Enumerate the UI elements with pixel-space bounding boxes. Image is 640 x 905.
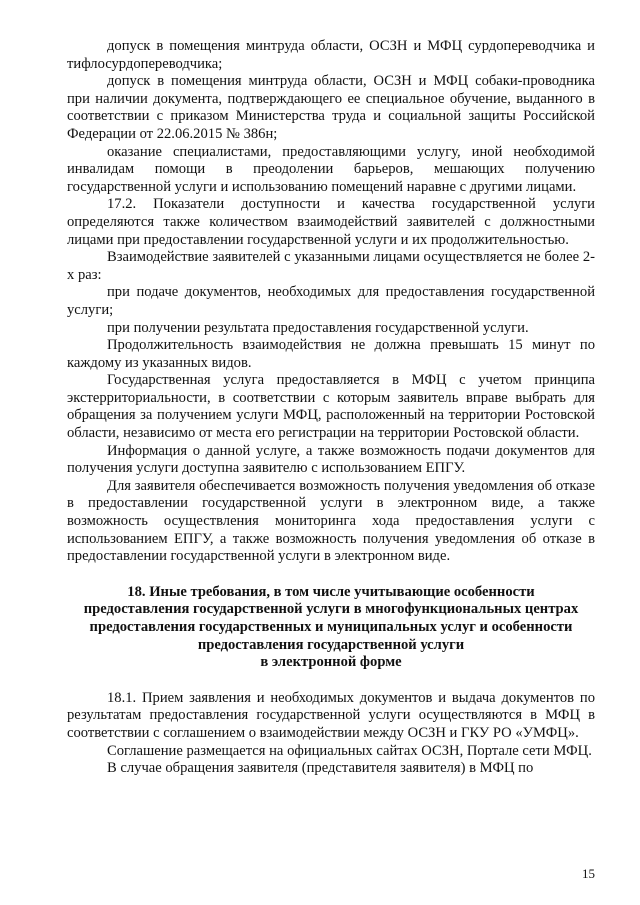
paragraph: В случае обращения заявителя (представителя заявителя) в МФЦ по	[107, 760, 534, 777]
spacer	[67, 672, 595, 690]
paragraph: Соглашение размещается на официальных сайтах ОСЗН, Портале сети МФЦ.	[107, 742, 592, 759]
paragraph: Информация о данной услуге, а также возможность подачи документов для получения услуги доступна заявителю с использованием ЕПГУ.	[67, 442, 595, 477]
paragraph: Продолжительность взаимодействия не должна превышать 15 минут по каждому из указанных видов.	[67, 337, 595, 371]
heading-line: предоставления государственной услуги в многофункциональных центрах	[83, 601, 579, 618]
page-number: 15	[582, 866, 595, 881]
paragraph: допуск в помещения минтруда области, ОСЗН и МФЦ собаки-проводника при наличии документа, подтверждающего ее специальное обучение, выданного в соответствии с приказом Министерства труда и социальной защиты Российской Федерации от 22.06.2015 № 386н;	[67, 73, 595, 142]
paragraph: 18.1. Прием заявления и необходимых документов и выдача документов по результатам предоставления государственной услуги осуществляются в МФЦ в соответствии с соглашением о взаимодействии между ОСЗН и ГКУ РО «УМФЦ».	[67, 689, 595, 741]
document-page	[67, 38, 595, 778]
paragraph: Взаимодействие заявителей с указанными лицами осуществляется не более 2-х раз:	[67, 249, 595, 283]
heading-line: предоставления государственной услуги	[197, 636, 465, 653]
paragraph: оказание специалистами, предоставляющими услугу, иной необходимой инвалидам помощи в преодолении барьеров, мешающих получению государственной услуги и использованию помещений наравне с другими лицами.	[67, 143, 595, 195]
paragraph: Для заявителя обеспечивается возможность получения уведомления об отказе в предоставлении государственной услуги в электронном виде, а также возможность осуществления мониторинга хода предоставления услуги с использованием ЕПГУ, а также возможность получения уведомления об отказе в предоставлении государственной услуги в электронном виде.	[67, 477, 595, 565]
paragraph: Государственная услуга предоставляется в МФЦ с учетом принципа экстерриториальности, в соответствии с которым заявитель вправе выбрать для обращения за получением услуги МФЦ, расположенный на территории Ростовской области, независимо от места его регистрации на территории Ростовской области.	[67, 372, 595, 442]
heading-line: 18. Иные требования, в том числе учитывающие особенности	[127, 583, 535, 600]
paragraph: 17.2. Показатели доступности и качества государственной услуги определяются также количеством взаимодействий заявителей с должностными лицами при предоставлении государственной услуги и их продолжительностью.	[67, 196, 595, 248]
heading-line: в электронной форме	[260, 654, 402, 671]
paragraph: при подаче документов, необходимых для предоставления государственной услуги;	[67, 284, 595, 318]
paragraph: при получении результата предоставления государственной услуги.	[107, 319, 529, 336]
heading-line: предоставления государственных и муниципальных услуг и особенности	[89, 619, 573, 635]
paragraph: допуск в помещения минтруда области, ОСЗН и МФЦ сурдопереводчика и тифлосурдопереводчика;	[67, 38, 595, 72]
section-heading	[67, 584, 595, 672]
